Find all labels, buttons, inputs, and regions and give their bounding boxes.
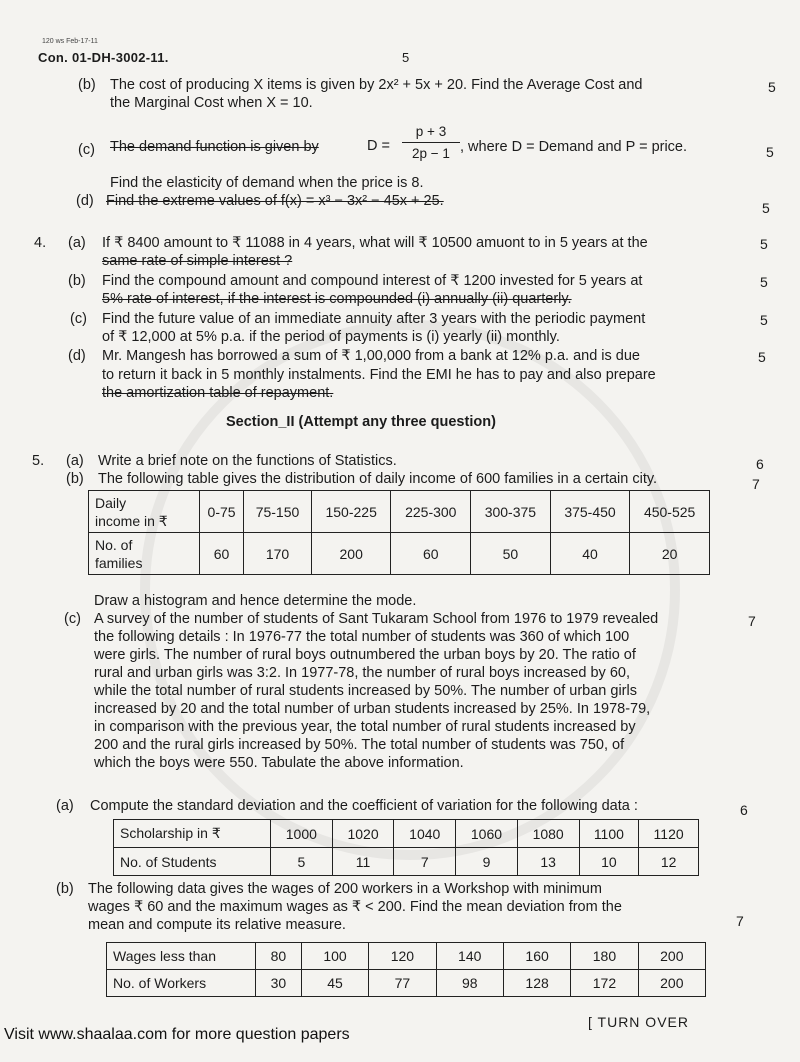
table-cell: 375-450: [550, 491, 630, 533]
q4a-marks: 5: [760, 236, 768, 252]
table-cell: 10: [579, 848, 639, 876]
q3b-line2: the Marginal Cost when X = 10.: [110, 95, 313, 111]
row-label-line2: families: [95, 554, 143, 571]
page-number: 5: [402, 50, 410, 65]
scholarship-table: [113, 819, 699, 876]
table-cell: 450-525: [630, 491, 710, 533]
row-label-line2: income in ₹: [95, 512, 168, 529]
q3c-line1-b: , where D = Demand and P = price.: [460, 139, 688, 155]
row-label-line1: Daily: [95, 494, 127, 511]
table-cell: 1020: [332, 820, 394, 848]
table-cell: 5: [271, 848, 333, 876]
table-row: [114, 820, 699, 848]
table-cell: 300-375: [471, 491, 551, 533]
q4b-line2: 5% rate of interest, if the interest is compounded (i) annually (ii) quarterly.: [102, 291, 572, 307]
table-cell: 75-150: [244, 491, 312, 533]
table-cell: 60: [200, 533, 244, 575]
table-cell: 80: [256, 943, 302, 970]
table-cell: 200: [638, 943, 705, 970]
daily-income-table: [88, 490, 710, 575]
table-cell: 150-225: [311, 491, 391, 533]
q4d-marks: 5: [758, 349, 766, 365]
table-cell: 1040: [394, 820, 456, 848]
q4d-line2: to return it back in 5 monthly instalments. Find the EMI he has to pay and also prepare: [102, 367, 656, 383]
q6b-label: (b): [56, 881, 74, 897]
table-cell: 172: [571, 970, 638, 997]
table-cell: 12: [639, 848, 699, 876]
table-cell: 1080: [517, 820, 579, 848]
q6a-text: Compute the standard deviation and the coefficient of variation for the following data :: [90, 798, 638, 814]
paper-code: Con. 01-DH-3002-11.: [38, 50, 169, 65]
q4d-line3: the amortization table of repayment.: [102, 385, 334, 401]
q4a-line2: same rate of simple interest ?: [102, 253, 293, 269]
table-cell: 225-300: [391, 491, 471, 533]
table-cell: 11: [332, 848, 394, 876]
q5c-line: while the total number of rural students increased by 50%. The number of urban girls: [94, 683, 637, 699]
table-cell: 0-75: [200, 491, 244, 533]
q5c-line: in comparison with the previous year, the total number of rural students increased by: [94, 719, 636, 735]
q3b-marks: 5: [768, 79, 776, 95]
table-cell-label: [89, 491, 200, 533]
q5a-marks: 6: [756, 456, 764, 472]
q3c-marks: 5: [766, 144, 774, 160]
q5c-line: the following details : In 1976-77 the total number of students was 360 of which 100: [94, 629, 630, 645]
q4d-line1: Mr. Mangesh has borrowed a sum of ₹ 1,00,000 from a bank at 12% p.a. and is due: [102, 348, 640, 364]
q4a-line1: If ₹ 8400 amount to ₹ 11088 in 4 years, what will ₹ 10500 amuont to in 5 years at the: [102, 235, 648, 251]
q3b-label: (b): [78, 77, 96, 93]
q5c-marks: 7: [748, 613, 756, 629]
q4c-line1: Find the future value of an immediate annuity after 3 years with the periodic payment: [102, 311, 646, 327]
table-cell: 120: [369, 943, 436, 970]
q5c-line: A survey of the number of students of Sant Tukaram School from 1976 to 1979 revealed: [94, 611, 659, 627]
table-cell: 128: [503, 970, 570, 997]
table-cell-label: Scholarship in ₹: [114, 820, 271, 848]
table-cell: 20: [630, 533, 710, 575]
q4b-line1: Find the compound amount and compound interest of ₹ 1200 invested for 5 years at: [102, 273, 643, 289]
q6b-line3: mean and compute its relative measure.: [88, 917, 346, 933]
row-label-line1: No. of: [95, 536, 133, 553]
wages-table: [106, 942, 706, 997]
q6b-line2: wages ₹ 60 and the maximum wages as ₹ < 200. Find the mean deviation from the: [88, 899, 622, 915]
table-cell: 30: [256, 970, 302, 997]
q5c-label: (c): [64, 611, 81, 627]
q5c-line: rural and urban girls was 3:2. In 1977-78, the number of rural boys increased by 60,: [94, 665, 630, 681]
q3c-label: (c): [78, 142, 95, 158]
table-cell: 180: [571, 943, 638, 970]
q3d-label: (d): [76, 193, 94, 209]
q5b-marks: 7: [752, 476, 760, 492]
q5c-line: which the boys were 550. Tabulate the above information.: [94, 755, 464, 771]
footer-link[interactable]: Visit www.shaalaa.com for more question papers: [4, 1026, 350, 1043]
q3c-line2: Find the elasticity of demand when the price is 8.: [110, 175, 424, 191]
turn-over-label: [ TURN OVER: [588, 1014, 689, 1030]
q5b-text: The following table gives the distribution of daily income of 600 families in a certain city.: [98, 471, 658, 487]
table-row: [107, 970, 706, 997]
table-cell-label: [89, 533, 200, 575]
table-cell-label: Wages less than: [107, 943, 256, 970]
q4c-line2: of ₹ 12,000 at 5% p.a. if the period of payments is (i) yearly (ii) monthly.: [102, 329, 560, 345]
q5a-text: Write a brief note on the functions of Statistics.: [98, 453, 397, 469]
q3d-marks: 5: [762, 200, 770, 216]
q3c-formula-lhs: D =: [367, 138, 390, 154]
table-cell: 170: [244, 533, 312, 575]
table-cell: 200: [311, 533, 391, 575]
table-cell: 60: [391, 533, 471, 575]
q6b-line1: The following data gives the wages of 200 workers in a Workshop with minimum: [88, 881, 602, 897]
q5a-label: (a): [66, 453, 84, 469]
table-cell: 100: [301, 943, 368, 970]
table-cell: 140: [436, 943, 503, 970]
table-cell: 77: [369, 970, 436, 997]
q4d-label: (d): [68, 348, 86, 364]
section-2-title: Section_II (Attempt any three question): [226, 414, 496, 430]
table-cell: 45: [301, 970, 368, 997]
table-cell: 50: [471, 533, 551, 575]
table-cell-label: No. of Workers: [107, 970, 256, 997]
table-cell: 160: [503, 943, 570, 970]
q3c-line1-a: The demand function is given by: [110, 139, 319, 155]
q4b-label: (b): [68, 273, 86, 289]
q6a-marks: 6: [740, 802, 748, 818]
q3c-formula-numerator: p + 3: [415, 124, 447, 139]
q4c-label: (c): [70, 311, 87, 327]
q4a-label: (a): [68, 235, 86, 251]
table-row: [89, 491, 710, 533]
q4-number: 4.: [34, 235, 47, 251]
q5b-after: Draw a histogram and hence determine the mode.: [94, 593, 417, 609]
q4c-marks: 5: [760, 312, 768, 328]
q5-number: 5.: [32, 453, 45, 469]
table-cell: 200: [638, 970, 705, 997]
table-row: [107, 943, 706, 970]
q6b-marks: 7: [736, 913, 744, 929]
table-cell: 1100: [579, 820, 639, 848]
table-cell: 1000: [271, 820, 333, 848]
q3c-formula-denominator: 2p − 1: [412, 146, 450, 161]
table-cell: 7: [394, 848, 456, 876]
q5c-line: were girls. The number of rural boys outnumbered the urban boys by 20. The ratio of: [94, 647, 636, 663]
table-cell: 40: [550, 533, 630, 575]
header-small-ref: 120 ws Feb-17-11: [42, 38, 98, 45]
table-cell: 1120: [639, 820, 699, 848]
q5c-line: 200 and the rural girls increased by 50%. The total number of students was 750, of: [94, 737, 625, 753]
q6a-label: (a): [56, 798, 74, 814]
q5b-label: (b): [66, 471, 84, 487]
q5c-line: increased by 20 and the total number of urban students increased by 25%. In 1978-79,: [94, 701, 651, 717]
table-row: [89, 533, 710, 575]
table-cell: 9: [456, 848, 518, 876]
table-row: [114, 848, 699, 876]
q4b-marks: 5: [760, 274, 768, 290]
table-cell-label: No. of Students: [114, 848, 271, 876]
q3b-line1: The cost of producing X items is given by 2x² + 5x + 20. Find the Average Cost and: [110, 77, 643, 93]
table-cell: 13: [517, 848, 579, 876]
q3c-fraction-bar: [402, 142, 460, 143]
q3d-text: Find the extreme values of f(x) = x³ − 3x² − 45x + 25.: [106, 193, 444, 209]
table-cell: 98: [436, 970, 503, 997]
table-cell: 1060: [456, 820, 518, 848]
